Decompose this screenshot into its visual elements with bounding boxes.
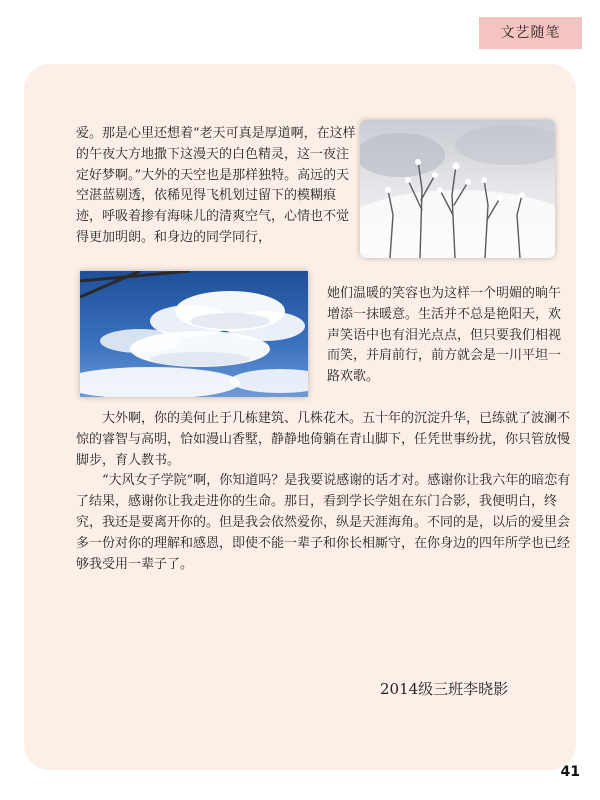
- section-tag: 文艺随笔: [479, 17, 582, 49]
- author-signature: 2014级三班李晓影: [380, 680, 509, 698]
- article-paragraph-1: 爱。那是心里还想着“老天可真是厚道啊，在这样的午夜大方地撒下这漫天的白色精灵，这一夜注定好梦啊。”大外的天空也是那样独特。高远的天空湛蓝剔透，依稀见得飞机划过留下的模糊痕迹，呼吸着掺有海味儿的清爽空气，心情也不觉得更加明朗。和身边的同学同行，: [76, 126, 356, 245]
- article-paragraph-3: 大外啊，你的美何止于几栋建筑、几株花木。五十年的沉淀升华，已练就了波澜不惊的睿智与高明，恰如漫山香墅，静静地倚躺在青山脚下，任凭世事纷扰，你只管放慢脚步，育人教书。: [76, 411, 571, 468]
- article-body-lower: [76, 409, 576, 575]
- article-paragraph-4: “大风女子学院”啊，你知道吗？是我要说感谢的话才对。感谢你让我六年的暗恋有了结果，感谢你让我走进你的生命。那日，看到学长学姐在东门合影，我便明白，终究，我还是要离开你的。但是我会依然爱你，纵是天涯海角。不同的是，以后的爱里会多一份对你的理解和感恩，即使不能一辈子和你长相厮守，在你身边的四年所学也已经够我受用一辈子了。: [76, 473, 571, 572]
- page-number: 41: [560, 764, 580, 780]
- article-paragraph-2: 她们温暖的笑容也为这样一个明媚的晌午增添一抹暖意。生活并不总是艳阳天，欢声笑语中也有泪光点点，但只要我们相视而笑，并肩前行，前方就会是一川平坦一路欢歌。: [327, 286, 562, 385]
- snow-branches-photo: [360, 120, 555, 258]
- blue-sky-clouds-photo: [80, 271, 308, 397]
